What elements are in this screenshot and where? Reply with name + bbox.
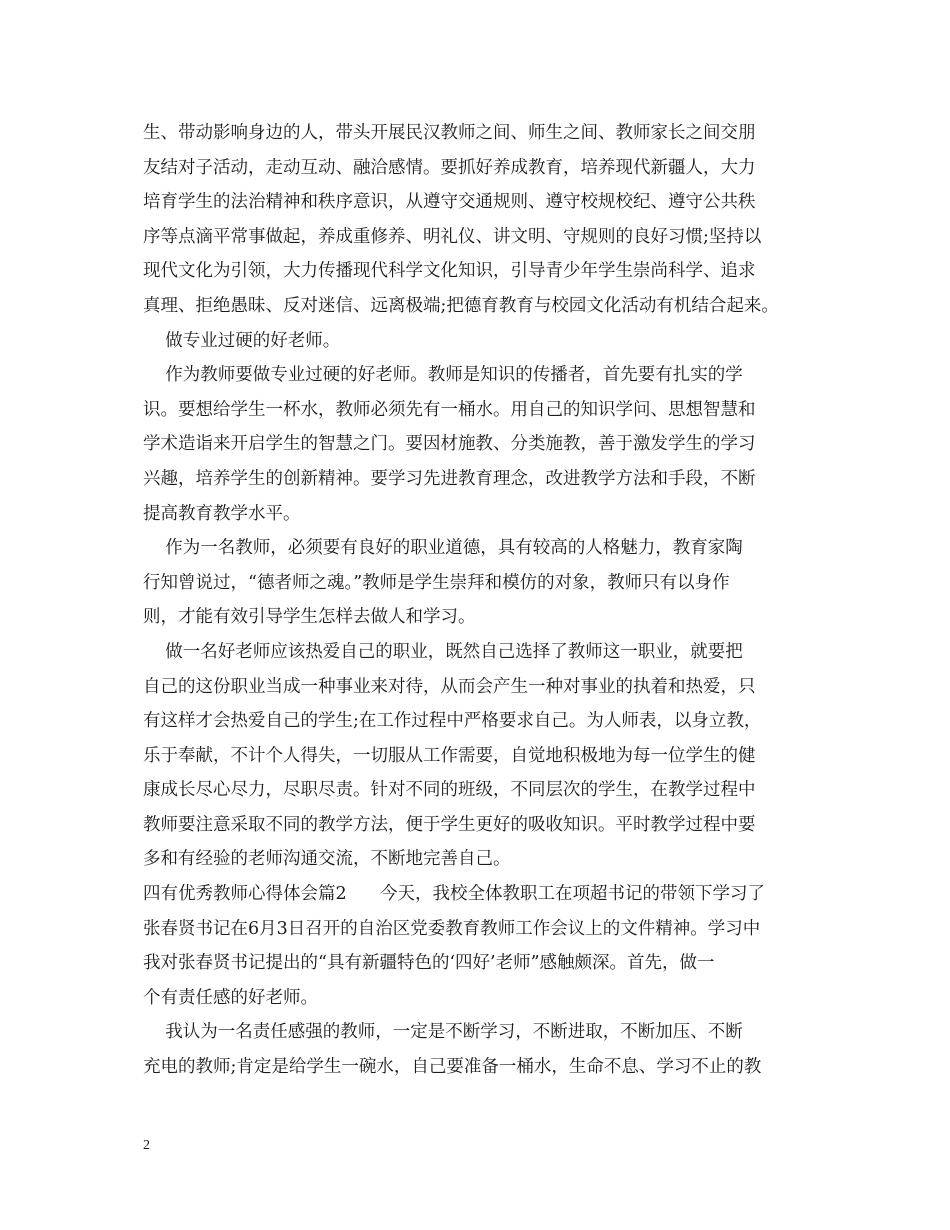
text-line: 序等点滴平常事做起，养成重修养、明礼仪、讲文明、守规则的良好习惯;坚持以 [143,226,762,247]
text-line: 识。要想给学生一杯水，教师必须先有一桶水。用自己的知识学问、思想智慧和 [143,399,756,420]
text-line: 康成长尽心尽力，尽职尽责。针对不同的班级，不同层次的学生，在教学过程中 [143,780,756,801]
text-line: 现代文化为引领，大力传播现代科学文化知识，引导青少年学生崇尚科学、追求 [143,261,756,282]
body-text [143,116,813,1085]
text-line: 有这样才会热爱自己的学生;在工作过程中严格要求自己。为人师表，以身立教， [143,711,762,732]
text-line: 行知曾说过，“德者师之魂。”教师是学生崇拜和模仿的对象，教师只有以身作 [143,572,730,593]
page-number: 2 [143,1138,150,1153]
text-line: 学术造诣来开启学生的智慧之门。要因材施教、分类施教，善于激发学生的学习 [143,434,756,455]
text-line: 生、带动影响身边的人，带头开展民汉教师之间、师生之间、教师家长之间交朋 [143,123,756,143]
text-line: 作为教师要做专业过硬的好老师。教师是知识的传播者，首先要有扎实的学 [143,365,743,386]
text-line: 则，才能有效引导学生怎样去做人和学习。 [143,607,476,628]
text-line: 做一名好老师应该热爱自己的职业，既然自己选择了教师这一职业，就要把 [143,641,743,662]
section-heading: 做专业过硬的好老师。 [143,330,341,351]
text-line: 教师要注意采取不同的教学方法，便于学生更好的吸收知识。平时教学过程中要 [143,814,756,835]
text-line: 多和有经验的老师沟通交流，不断地完善自己。 [143,849,511,870]
text-line: 自己的这份职业当成一种事业来对待，从而会产生一种对事业的执着和热爱，只 [143,676,756,697]
text-line: 兴趣，培养学生的创新精神。要学习先进教育理念，改进教学方法和手段，不断 [143,468,756,489]
text-line: 提高教育教学水平。 [143,503,301,524]
text-line: 充电的教师;肯定是给学生一碗水，自己要准备一桶水，生命不息、学习不止的教 [143,1057,762,1078]
article-title-line: 四有优秀教师心得体会篇2 今天，我校全体教职工在项超书记的带领下学习了 [143,884,766,905]
text-line: 个有责任感的好老师。 [143,987,318,1008]
text-line: 张春贤书记在6月3日召开的自治区党委教育教师工作会议上的文件精神。学习中 [143,918,761,939]
text-line: 友结对子活动，走动互动、融洽感情。要抓好养成教育，培养现代新疆人，大力 [143,157,756,178]
text-line: 真理、拒绝愚昧、反对迷信、远离极端;把德育教育与校园文化活动有机结合起来。 [143,295,779,316]
text-line: 作为一名教师，必须要有良好的职业道德，具有较高的人格魅力，教育家陶 [143,538,743,559]
text-line: 乐于奉献，不计个人得失，一切服从工作需要，自觉地积极地为每一位学生的健 [143,745,756,766]
text-line: 我认为一名责任感强的教师，一定是不断学习，不断进取，不断加压、不断 [143,1022,743,1043]
text-line: 我对张春贤书记提出的“具有新疆特色的‘四好’老师”感触颇深。首先，做一 [143,953,715,974]
text-line: 培育学生的法治精神和秩序意识，从遵守交通规则、遵守校规校纪、遵守公共秩 [143,192,756,213]
